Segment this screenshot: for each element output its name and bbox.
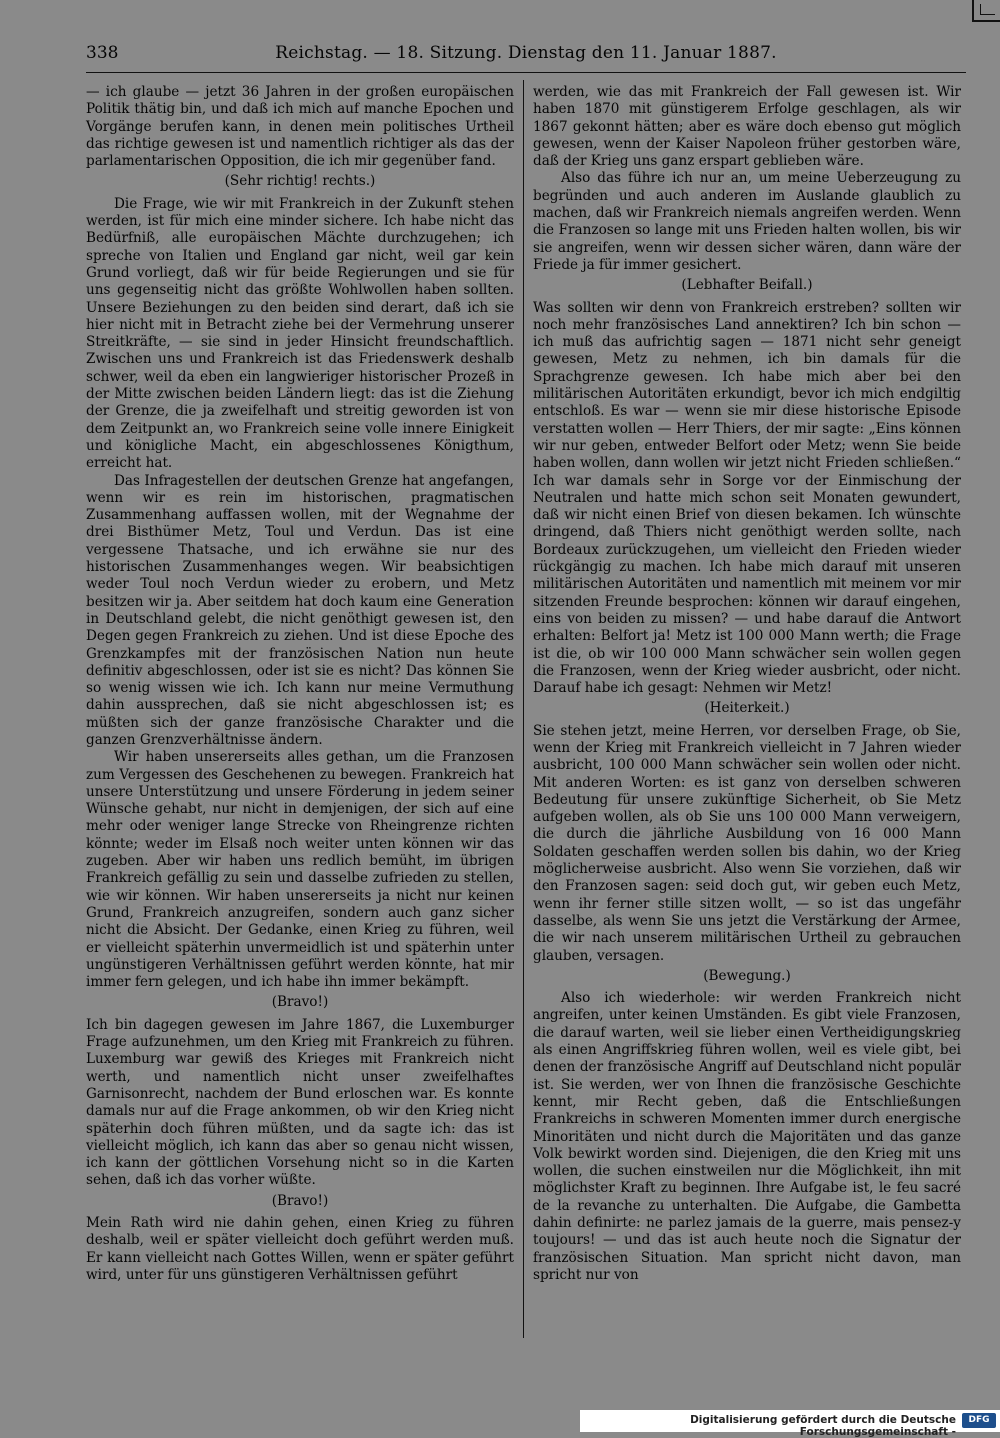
dfg-logo-icon: DFG [962, 1413, 996, 1428]
interjection: (Bewegung.) [703, 967, 791, 984]
interjection: (Lebhafter Beifall.) [681, 277, 813, 294]
digitization-footer [580, 1410, 1000, 1438]
interjection: (Sehr richtig! rechts.) [224, 173, 376, 190]
left-column [86, 84, 514, 1284]
paragraph: Wir haben unsererseits alles gethan, um die Franzosen zum Vergessen des Geschehenen zu bewegen. Frankreich hat unsere Unterstützung und unsere Förderung in jedem seiner Wünsche gehabt, nur nicht in demjenigen, der sich auf eine mehr oder weniger lange Strecke von Rheingrenze richten könnte; weder im Elsaß noch weiter unten können wir das zugeben. Aber wir haben uns redlich bemüht, im übrigen Frankreich gefällig zu sein und dasselbe zufrieden zu stellen, wie wir können. Wir haben unsererseits ja nicht nur keinen Grund, Frankreich anzugreifen, sondern auch ganz sicher nicht die Absicht. Der Gedanke, einen Krieg zu führen, weil er vielleicht späterhin unvermeidlich ist und späterhin unter ungünstigeren Verhältnissen geführt werden könnte, hat mir immer fern gelegen, und ich habe ihn immer bekämpft. [86, 749, 514, 991]
paragraph: — ich glaube — jetzt 36 Jahren in der großen europäischen Politik thätig bin, und daß ich mich auf manche Epochen und Vorgänge berufen kann, in denen mein politisches Urtheil das richtige gewesen ist und namentlich richtiger als das der parlamentarischen Opposition, die ich mir gegenüber fand. [86, 84, 514, 170]
interjection: (Heiterkeit.) [704, 700, 790, 717]
running-head: Reichstag. — 18. Sitzung. Dienstag den 11. Januar 1887. [275, 43, 777, 63]
header-rule [86, 72, 966, 73]
column-rule [523, 80, 524, 1338]
footer-text: Digitalisierung gefördert durch die Deutsche Forschungsgemeinschaft - [690, 1414, 956, 1438]
paragraph: Das Infragestellen der deutschen Grenze hat angefangen, wenn wir es rein im historischen, pragmatischen Zusammenhang auffassen wollen, mit der Wegnahme der drei Bisthümer Metz, Toul und Verdun. Das ist eine vergessene Thatsache, und ich erwähne sie nur des historischen Zusammenhanges wegen. Wir beabsichtigen weder Toul noch Verdun wieder zu erobern, und Metz besitzen wir ja. Aber seitdem hat doch kaum eine Generation in Deutschland gelebt, die nicht genöthigt gewesen ist, den Degen gegen Frankreich zu ziehen. Und ist diese Epoche des Grenzkampfes mit der französischen Nation nun heute definitiv abgeschlossen, oder ist sie es nicht? Das können Sie so wenig wissen wie ich. Ich kann nur meine Vermuthung dahin aussprechen, daß sie nicht abgeschlossen ist; es müßten sich der ganze französische Charakter und die ganzen Grenzverhältnisse ändern. [86, 472, 514, 748]
page-number: 338 [86, 43, 119, 63]
paragraph: Die Frage, wie wir mit Frankreich in der Zukunft stehen werden, ist für mich eine minder sichere. Ich habe nicht das Bedürfniß, alle europäischen Mächte durchzugehen; ich spreche von Italien und England gar nicht, weil gar kein Grund vorliegt, daß wir für beide Regierungen und sie für uns gegenseitig nicht das größte Wohlwollen haben sollten. Unsere Beziehungen zu den beiden sind derart, daß ich sie hier nicht mit in Betracht ziehe bei der Vermehrung unserer Streitkräfte, — sie sind in jeder Hinsicht freundschaftlich. Zwischen uns und Frankreich ist das Friedenswerk deshalb schwer, weil da eben ein langwieriger historischer Prozeß in der Mitte zwischen beiden Ländern liegt: das ist die Ziehung der Grenze, die ja zweifelhaft und streitig geworden ist von dem Zeitpunkt an, wo Frankreich seine volle innere Einigkeit und königliche Macht, ein abgeschlossenes Königthum, erreicht hat. [86, 195, 514, 472]
interjection: (Bravo!) [271, 994, 329, 1011]
paragraph: Mein Rath wird nie dahin gehen, einen Krieg zu führen deshalb, weil er später vielleicht doch geführt werden muß. Er kann vielleicht nach Gottes Willen, wenn er später geführt wird, unter für uns günstigeren Verhältnissen geführt [86, 1215, 514, 1283]
paragraph: Also ich wiederhole: wir werden Frankreich nicht angreifen, unter keinen Umständen. Es gibt viele Franzosen, die darauf warten, weil sie lieber einen Vertheidigungskrieg als einen Angriffskrieg führen wollen, weil es viele gibt, bei denen der französische Angriff auf Deutschland nicht populär ist. Sie werden, wer von Ihnen die französische Geschichte kennt, mir Recht geben, daß die Entschließungen Frankreichs in schweren Momenten immer durch energische Minoritäten und nicht durch die Majoritäten und das ganze Volk bewirkt worden sind. Diejenigen, die den Krieg mit uns wollen, die suchen einstweilen nur die Möglichkeit, ihn mit möglichster Kraft zu beginnen. Ihre Aufgabe ist, le feu sacré de la revanche zu unterhalten. Die Aufgabe, die Gambetta dahin definirte: ne parlez jamais de la guerre, mais pensez-y toujours! — und das ist auch heute noch die Signatur der französischen Situation. Man spricht nicht davon, man spricht nur von [533, 990, 961, 1283]
corner-crop-mark [972, 0, 1000, 22]
right-column [533, 84, 961, 1284]
paragraph: Was sollten wir denn von Frankreich erstreben? sollten wir noch mehr französisches Land annektiren? Ich bin schon — ich muß das aufrichtig sagen — 1871 nicht sehr geneigt gewesen, Metz zu nehmen, ich bin damals für die Sprachgrenze gewesen. Ich habe mich aber bei den militärischen Autoritäten erkundigt, bevor ich mich endgiltig entschloß. Es war — wenn sie mir diese historische Episode verstatten wollen — Herr Thiers, der mir sagte: „Eins können wir nur geben, entweder Belfort oder Metz; wenn Sie beide haben wollen, dann wollen wir jetzt nicht Frieden schließen.“ Ich war damals sehr in Sorge vor der Einmischung der Neutralen und hatte mich schon seit Monaten gewundert, daß wir nicht einen Brief von diesen bekamen. Ich wünschte dringend, daß Thiers nicht genöthigt werden sollte, nach Bordeaux zurückzugehen, um vielleicht den Frieden wieder rückgängig zu machen. Ich habe mich darauf mit unseren militärischen Autoritäten und namentlich mit meinem vor mir sitzenden Freunde besprochen: können wir darauf eingehen, eins von beiden zu missen? — und habe darauf die Antwort erhalten: Belfort ja! Metz ist 100 000 Mann werth; die Frage ist die, ob wir 100 000 Mann schwächer sein wollen gegen die Franzosen, wenn der Krieg wieder ausbricht, oder nicht. Darauf habe ich gesagt: Nehmen wir Metz! [533, 299, 961, 697]
paragraph: Ich bin dagegen gewesen im Jahre 1867, die Luxemburger Frage aufzunehmen, um den Krieg mit Frankreich zu führen. Luxemburg war gewiß des Krieges mit Frankreich nicht werth, und namentlich nicht unser zweifelhaftes Garnisonrecht, nachdem der Bund erloschen war. Es konnte damals nur auf die Frage ankommen, ob wir den Krieg nicht späterhin doch führen müßten, und da sagte ich: das ist vielleicht möglich, ich kann das aber so genau nicht wissen, ich kann der göttlichen Vorsehung nicht so in die Karten sehen, daß ich das vorher wüßte. [86, 1016, 514, 1189]
paragraph: Sie stehen jetzt, meine Herren, vor derselben Frage, ob Sie, wenn der Krieg mit Frankreich vielleicht in 7 Jahren wieder ausbricht, 100 000 Mann schwächer sein wollen oder nicht. Mit anderen Worten: es ist ganz von derselben schweren Bedeutung für unsere zukünftige Sicherheit, ob Sie Metz aufgeben wollen, als ob Sie uns 100 000 Mann verweigern, die durch die jährliche Ausbildung von 16 000 Mann Soldaten geschaffen werden sollen bis dahin, wo der Krieg möglicherweise ausbricht. Also wenn Sie vorziehen, daß wir den Franzosen sagen: seid doch gut, wir geben euch Metz, wenn ihr ferner stille sitzen wollt, — so ist das ungefähr dasselbe, als wenn Sie uns jetzt die Verstärkung der Armee, die wir nach unserem militärischen Urtheil zu gebrauchen glauben, versagen. [533, 722, 961, 964]
page-header [86, 43, 966, 67]
paragraph: Also das führe ich nur an, um meine Ueberzeugung zu begründen und auch anderen im Auslande glaublich zu machen, daß wir Frankreich niemals angreifen werden. Wenn die Franzosen so lange mit uns Frieden halten wollen, bis wir sie angreifen, wenn wir dessen sicher wären, dann wäre der Friede ja für immer gesichert. [533, 170, 961, 273]
interjection: (Bravo!) [271, 1192, 329, 1209]
paragraph: werden, wie das mit Frankreich der Fall gewesen ist. Wir haben 1870 mit günstigerem Erfolge geschlagen, als wir 1867 gekonnt hätten; aber es wäre doch ebenso gut möglich gewesen, wenn der Kaiser Napoleon früher gestorben wäre, daß der Krieg uns ganz erspart geblieben wäre. [533, 84, 961, 170]
